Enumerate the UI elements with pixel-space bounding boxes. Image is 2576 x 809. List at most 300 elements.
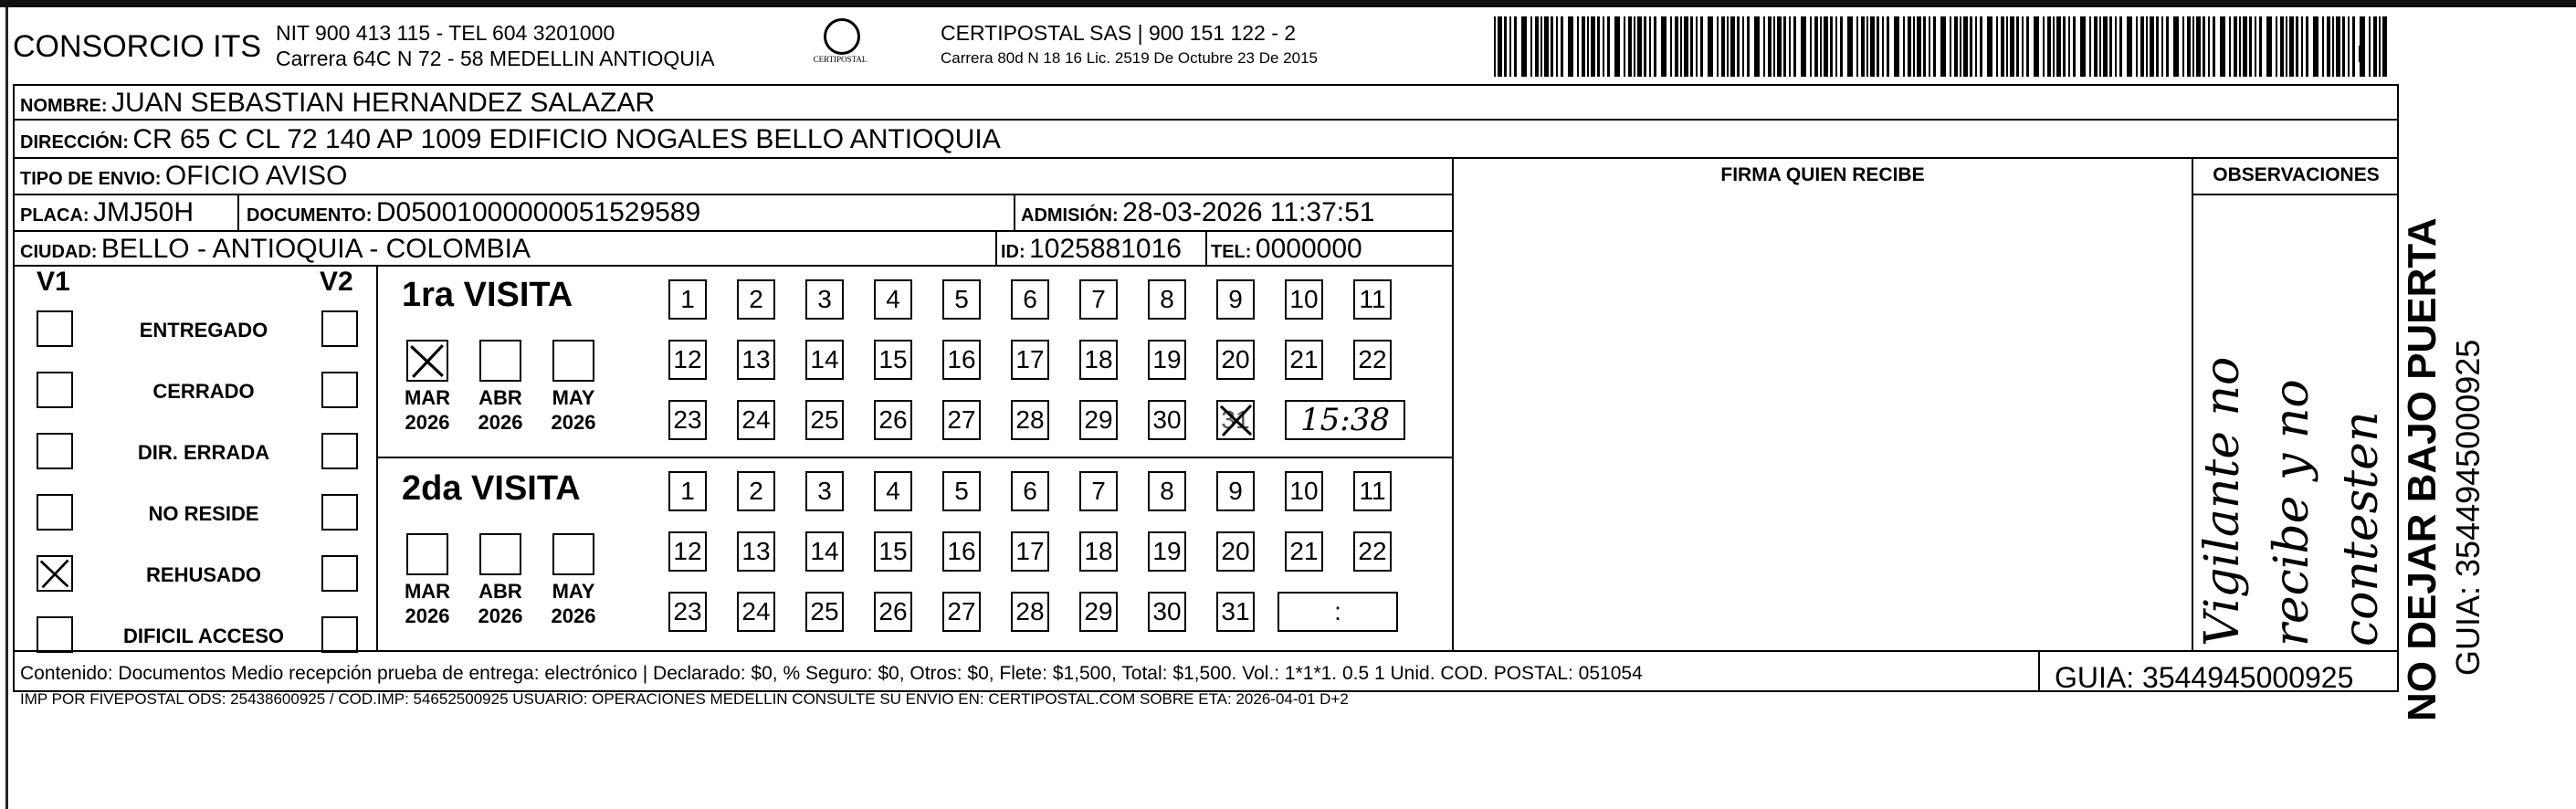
barcode-bar: [2056, 16, 2061, 77]
id-value: 1025881016: [1029, 234, 1182, 264]
status-v2-checkbox[interactable]: [321, 616, 358, 653]
day-box[interactable]: 12: [668, 340, 707, 380]
barcode-bar: [1587, 16, 1589, 77]
x-mark-icon: [1218, 402, 1255, 438]
direccion-label: DIRECCIÓN:: [20, 132, 129, 152]
barcode-bar: [1820, 16, 1822, 77]
barcode-bar: [2352, 16, 2355, 77]
status-v1-checkbox[interactable]: [37, 372, 73, 408]
side-guia-number: GUIA: 3544945000925: [2449, 339, 2487, 676]
nit-line: NIT 900 413 115 - TEL 604 3201000: [276, 21, 615, 45]
documento-value: D05001000000051529589: [375, 197, 701, 227]
month-checkbox[interactable]: [552, 533, 594, 575]
day-box[interactable]: 14: [805, 531, 844, 572]
barcode-bar: [1814, 16, 1818, 77]
day-box[interactable]: 17: [1011, 340, 1049, 380]
barcode-bar: [1917, 16, 1921, 77]
barcode-bar: [1870, 16, 1875, 77]
barcode-bar: [1675, 16, 1678, 77]
barcode-bar: [1700, 16, 1703, 77]
handwriting-line: recibe y no: [2265, 379, 2319, 646]
month-checkbox[interactable]: [552, 340, 594, 382]
barcode-bar: [2382, 16, 2387, 77]
barcode-bar: [1908, 16, 1911, 77]
month-year: 2026: [405, 411, 450, 434]
day-box[interactable]: 27: [942, 400, 981, 440]
barcode-bar: [2068, 16, 2070, 77]
day-box[interactable]: 25: [805, 400, 844, 440]
barcode-bar: [1540, 16, 1542, 77]
day-box[interactable]: 14: [805, 340, 844, 380]
day-box[interactable]: 8: [1148, 471, 1186, 511]
documento-label: DOCUMENTO:: [247, 205, 373, 226]
barcode-bar: [2332, 16, 2334, 77]
barcode-bar: [1670, 16, 1672, 77]
divider: [237, 194, 239, 230]
barcode-bar: [1742, 16, 1744, 77]
status-v1-checkbox[interactable]: [37, 433, 73, 469]
barcode-bar: [1861, 16, 1865, 77]
day-box[interactable]: 27: [942, 592, 981, 632]
barcode-bar: [2369, 16, 2371, 77]
handwritten-observation: [2188, 357, 2396, 646]
time-box[interactable]: 15:38: [1285, 400, 1405, 440]
nombre-label: NOMBRE:: [20, 96, 108, 116]
barcode-bar: [1980, 16, 1982, 77]
direccion-field: [20, 124, 1001, 155]
status-label: CERRADO: [152, 380, 255, 403]
placa-label: PLACA:: [20, 205, 89, 226]
barcode-bar: [1603, 16, 1604, 77]
month-year: 2026: [478, 411, 523, 434]
month-name: MAY: [552, 580, 595, 603]
barcode-bar: [2043, 16, 2045, 77]
barcode-bar: [1684, 16, 1688, 77]
day-box[interactable]: 21: [1285, 531, 1323, 572]
day-box[interactable]: 9: [1216, 279, 1255, 320]
barcode-bar: [2249, 16, 2252, 77]
barcode-bar: [2289, 16, 2294, 77]
placa-field: [20, 197, 194, 228]
month-name: MAY: [552, 386, 595, 409]
day-box[interactable]: 18: [1079, 340, 1118, 380]
month-checkbox[interactable]: [479, 533, 521, 575]
month-name: ABR: [478, 386, 522, 409]
barcode-bar: [2336, 16, 2340, 77]
barcode-bar: [1737, 16, 1740, 77]
barcode-bar: [1970, 16, 1972, 77]
barcode-bar: [2099, 16, 2101, 77]
logo-text: CERTIPOSTAL: [813, 55, 867, 64]
month-year: 2026: [478, 604, 523, 627]
barcode-bar: [2220, 16, 2225, 77]
tipo-envio-label: TIPO DE ENVIO:: [20, 169, 162, 189]
barcode-bar: [1591, 16, 1595, 77]
barcode-bar: [1835, 16, 1837, 77]
barcode-bar: [1810, 16, 1812, 77]
tel-label: TEL:: [1211, 242, 1252, 262]
barcode-bar: [2234, 16, 2237, 77]
barcode-bar: [1721, 16, 1725, 77]
month-checkbox[interactable]: [406, 533, 448, 575]
month-checkbox[interactable]: [479, 340, 521, 382]
status-v2-checkbox[interactable]: [321, 310, 358, 347]
barcode-bar: [1661, 16, 1667, 77]
barcode-bar: [1929, 16, 1930, 77]
barcode-bar: [2115, 16, 2117, 77]
barcode-bar: [2255, 16, 2256, 77]
barcode-bar: [2243, 16, 2247, 77]
day-box[interactable]: 16: [942, 340, 981, 380]
status-v2-checkbox[interactable]: [321, 555, 358, 592]
day-box[interactable]: 3: [805, 471, 844, 511]
barcode-bar: [1963, 16, 1968, 77]
admision-field: [1021, 197, 1374, 228]
barcode-bar: [2266, 16, 2272, 77]
divider: [1205, 230, 1207, 265]
day-box[interactable]: 16: [942, 531, 981, 572]
left-border: [5, 7, 8, 809]
id-field: [1001, 234, 1182, 265]
barcode-bar: [1793, 16, 1796, 77]
divider: [2038, 650, 2040, 692]
day-box[interactable]: 13: [737, 531, 775, 572]
barcode-bar: [1582, 16, 1585, 77]
month-checkbox[interactable]: [406, 340, 448, 382]
divider: [13, 230, 1454, 232]
barcode-bar: [2322, 16, 2324, 77]
day-box[interactable]: 6: [1011, 471, 1049, 511]
day-box[interactable]: 22: [1353, 531, 1392, 572]
handwriting-line: Vigilante no: [2195, 356, 2250, 646]
barcode-bar: [2192, 16, 2194, 77]
tel-field: [1211, 234, 1362, 265]
barcode-bar: [2313, 16, 2318, 77]
day-box[interactable]: 24: [737, 400, 775, 440]
day-box[interactable]: 3: [805, 279, 844, 320]
print-details: IMP POR FIVEPOSTAL ODS: 25438600925 / COD.IMP: 54652500925 USUARIO: OPERACIONES MEDELLIN CONSULTE SU ENVIO EN: CERTIPOSTAL.COM SOBRE ETA: 2026-04-01 D+2: [20, 690, 1349, 708]
barcode-bar: [2047, 16, 2051, 77]
barcode-bar: [2089, 16, 2091, 77]
day-box[interactable]: 22: [1353, 340, 1392, 380]
barcode-bar: [1690, 16, 1693, 77]
barcode-bar: [1708, 16, 1713, 77]
barcode-bar: [1717, 16, 1719, 77]
courier-line: CERTIPOSTAL SAS | 900 151 122 - 2: [941, 21, 1297, 45]
barcode: [1494, 16, 2389, 77]
divider: [1452, 157, 1454, 650]
ciudad-label: CIUDAD:: [20, 242, 98, 262]
month-label: [473, 385, 528, 435]
x-mark-icon: [38, 557, 71, 590]
barcode-bar: [1789, 16, 1791, 77]
x-mark-icon: [408, 341, 447, 380]
barcode-bar: [2173, 16, 2179, 77]
id-label: ID:: [1001, 242, 1025, 262]
barcode-bar: [2213, 16, 2215, 77]
visit1-title: 1ra VISITA: [402, 276, 573, 314]
v1-header: V1: [37, 267, 70, 297]
barcode-bar: [1544, 16, 1549, 77]
divider: [13, 157, 2399, 159]
firma-header: FIRMA QUIEN RECIBE: [1720, 164, 1925, 185]
divider: [1014, 194, 1015, 230]
day-box[interactable]: 23: [668, 592, 707, 632]
barcode-bar: [1847, 16, 1853, 77]
status-v2-checkbox[interactable]: [321, 433, 358, 469]
barcode-bar: [2146, 16, 2148, 77]
barcode-bar: [1747, 16, 1750, 77]
barcode-bar: [2034, 16, 2039, 77]
barcode-bar: [2127, 16, 2132, 77]
day-box[interactable]: 31: [1216, 592, 1255, 632]
divider: [376, 457, 1454, 458]
barcode-bar: [2119, 16, 2122, 77]
barcode-bar: [2156, 16, 2159, 77]
barcode-bar: [1866, 16, 1868, 77]
barcode-bar: [1634, 16, 1635, 77]
barcode-bar: [2342, 16, 2345, 77]
barcode-bar: [1783, 16, 1786, 77]
barcode-bar: [2280, 16, 2284, 77]
barcode-bar: [2327, 16, 2330, 77]
day-box[interactable]: 21: [1285, 340, 1323, 380]
barcode-bar: [1954, 16, 1958, 77]
month-year: 2026: [405, 604, 450, 627]
barcode-bar: [1628, 16, 1632, 77]
status-label: DIFICIL ACCESO: [122, 625, 284, 647]
day-box[interactable]: 6: [1011, 279, 1049, 320]
barcode-bar: [2239, 16, 2241, 77]
barcode-bar: [1535, 16, 1539, 77]
barcode-bar: [1923, 16, 1926, 77]
divider: [13, 265, 1454, 267]
barcode-bar: [2140, 16, 2144, 77]
certipostal-logo: [804, 18, 877, 79]
day-box[interactable]: 9: [1216, 471, 1255, 511]
barcode-bar: [1577, 16, 1579, 77]
x-mark: [1218, 402, 1255, 438]
day-box[interactable]: 25: [805, 592, 844, 632]
barcode-bar: [1940, 16, 1946, 77]
barcode-bar: [1882, 16, 1884, 77]
barcode-bar: [1509, 16, 1511, 77]
barcode-bar: [2063, 16, 2066, 77]
logo-icon: [824, 18, 860, 55]
barcode-bar: [2373, 16, 2377, 77]
barcode-bar: [1830, 16, 1833, 77]
barcode-bar: [2150, 16, 2154, 77]
month-name: MAR: [404, 386, 451, 409]
barcode-bar: [1597, 16, 1600, 77]
day-box[interactable]: 1: [668, 279, 707, 320]
barcode-bar: [2006, 16, 2008, 77]
barcode-bar: [2306, 16, 2308, 77]
barcode-bar: [1754, 16, 1760, 77]
barcode-bar: [1696, 16, 1698, 77]
barcode-bar: [1607, 16, 1610, 77]
barcode-bar: [1763, 16, 1765, 77]
day-box[interactable]: 12: [668, 531, 707, 572]
barcode-bar: [1840, 16, 1843, 77]
barcode-bar: [1568, 16, 1573, 77]
barcode-bar: [2203, 16, 2205, 77]
barcode-bar: [1644, 16, 1646, 77]
day-box[interactable]: 20: [1216, 340, 1255, 380]
barcode-bar: [1913, 16, 1915, 77]
barcode-bar: [1494, 16, 1496, 77]
day-box[interactable]: 15: [874, 340, 912, 380]
day-box[interactable]: 26: [874, 400, 912, 440]
admision-label: ADMISIÓN:: [1021, 205, 1119, 226]
day-box[interactable]: 26: [874, 592, 912, 632]
day-box[interactable]: 23: [668, 400, 707, 440]
status-label: REHUSADO: [146, 563, 261, 586]
barcode-bar: [1637, 16, 1642, 77]
divider: [13, 650, 2399, 652]
divider: [995, 230, 997, 265]
day-box[interactable]: 30: [1148, 592, 1186, 632]
day-box[interactable]: 5: [942, 471, 981, 511]
day-box[interactable]: 18: [1079, 531, 1118, 572]
documento-field: [247, 197, 700, 228]
barcode-bar: [1521, 16, 1527, 77]
nombre-field: [20, 88, 655, 119]
barcode-bar: [1556, 16, 1558, 77]
day-box[interactable]: 2: [737, 471, 775, 511]
barcode-bar: [2026, 16, 2029, 77]
day-box[interactable]: 29: [1079, 400, 1118, 440]
day-box[interactable]: 7: [1079, 279, 1118, 320]
barcode-bar: [1887, 16, 1889, 77]
status-label: DIR. ERRADA: [137, 441, 270, 464]
barcode-bar: [2187, 16, 2191, 77]
no-dejar-warning: NO DEJAR BAJO PUERTA: [2400, 217, 2445, 721]
status-v1-checkbox[interactable]: [37, 310, 73, 347]
barcode-bar: [2229, 16, 2231, 77]
day-box[interactable]: 1: [668, 471, 707, 511]
barcode-bar: [1801, 16, 1806, 77]
barcode-bar: [2010, 16, 2014, 77]
barcode-bar: [1561, 16, 1563, 77]
barcode-bar: [1856, 16, 1858, 77]
tel-value: 0000000: [1255, 234, 1362, 264]
company-info: [276, 20, 715, 71]
day-box[interactable]: 28: [1011, 400, 1049, 440]
courier-license: Carrera 80d N 18 16 Lic. 2519 De Octubre 23 De 2015: [941, 49, 1318, 67]
barcode-bar: [1987, 16, 1992, 77]
placa-value: JMJ50H: [93, 197, 195, 227]
month-year: 2026: [551, 411, 596, 434]
day-box[interactable]: 17: [1011, 531, 1049, 572]
day-box[interactable]: 4: [874, 279, 912, 320]
courier-info: [941, 20, 1318, 71]
v2-header: V2: [320, 267, 353, 297]
barcode-bar: [1514, 16, 1517, 77]
day-box[interactable]: 11: [1353, 279, 1392, 320]
day-box-checked[interactable]: 31: [1216, 400, 1255, 440]
day-box[interactable]: 10: [1285, 279, 1323, 320]
barcode-bar: [2259, 16, 2262, 77]
status-v1-checkbox[interactable]: [37, 616, 73, 653]
day-box[interactable]: 29: [1079, 592, 1118, 632]
month-name: MAR: [404, 580, 451, 603]
barcode-bar: [1680, 16, 1682, 77]
status-v1-checkbox[interactable]: [37, 555, 73, 592]
barcode-bar: [1530, 16, 1532, 77]
day-box[interactable]: 4: [874, 471, 912, 511]
status-v2-checkbox[interactable]: [321, 494, 358, 531]
barcode-bar: [2103, 16, 2108, 77]
barcode-bar: [2196, 16, 2201, 77]
day-box[interactable]: 7: [1079, 471, 1118, 511]
barcode-bar: [2022, 16, 2024, 77]
time-box[interactable]: :: [1277, 592, 1398, 632]
barcode-bar: [2073, 16, 2076, 77]
barcode-bar: [1975, 16, 1977, 77]
barcode-bar: [2296, 16, 2298, 77]
barcode-bar: [2109, 16, 2112, 77]
day-box[interactable]: 15: [874, 531, 912, 572]
barcode-bar: [1504, 16, 1507, 77]
day-box[interactable]: 2: [737, 279, 775, 320]
day-box[interactable]: 10: [1285, 471, 1323, 511]
visit2-title: 2da VISITA: [402, 469, 581, 508]
day-box[interactable]: 8: [1148, 279, 1186, 320]
barcode-bar: [1768, 16, 1772, 77]
address-line: Carrera 64C N 72 - 58 MEDELLIN ANTIOQUIA: [276, 47, 715, 70]
day-box[interactable]: 30: [1148, 400, 1186, 440]
day-box[interactable]: 19: [1148, 340, 1186, 380]
status-v2-checkbox[interactable]: [321, 372, 358, 408]
barcode-bar: [1649, 16, 1651, 77]
direccion-value: CR 65 C CL 72 140 AP 1009 EDIFICIO NOGALES BELLO ANTIOQUIA: [132, 124, 1001, 154]
month-label: [546, 385, 601, 435]
admision-value: 28-03-2026 11:37:51: [1122, 197, 1375, 227]
status-v1-checkbox[interactable]: [37, 494, 73, 531]
content-details: Contenido: Documentos Medio recepción prueba de entrega: electrónico | Declarado: $0, % Seguro: $0, Otros: $0, Flete: $1,500, Total: $1,500. Vol.: 1*1*1. 0.5 1 Unid. COD. POSTAL: 051054: [20, 663, 1643, 684]
nombre-value: JUAN SEBASTIAN HERNANDEZ SALAZAR: [111, 88, 656, 118]
day-box[interactable]: 20: [1216, 531, 1255, 572]
ciudad-field: [20, 234, 531, 265]
barcode-bar: [1551, 16, 1553, 77]
barcode-bar: [2276, 16, 2277, 77]
brand-name: CONSORCIO ITS: [13, 29, 262, 64]
barcode-bar: [1654, 16, 1656, 77]
day-box[interactable]: 11: [1353, 471, 1392, 511]
divider: [376, 265, 378, 650]
day-box[interactable]: 24: [737, 592, 775, 632]
barcode-bar: [1824, 16, 1828, 77]
day-box[interactable]: 13: [737, 340, 775, 380]
day-box[interactable]: 28: [1011, 592, 1049, 632]
barcode-bar: [1730, 16, 1735, 77]
month-label: [400, 579, 455, 628]
observaciones-header: OBSERVACIONES: [2213, 164, 2380, 185]
month-name: ABR: [478, 580, 522, 603]
barcode-bar: [2360, 16, 2365, 77]
tipo-envio-field: [20, 161, 347, 192]
barcode-bar: [2379, 16, 2381, 77]
day-box[interactable]: 5: [942, 279, 981, 320]
barcode-bar: [1727, 16, 1729, 77]
day-box[interactable]: 19: [1148, 531, 1186, 572]
month-label: [546, 579, 601, 628]
divider: [13, 194, 1454, 195]
status-label: ENTREGADO: [139, 319, 268, 341]
barcode-bar: [2348, 16, 2350, 77]
barcode-bar: [2182, 16, 2184, 77]
